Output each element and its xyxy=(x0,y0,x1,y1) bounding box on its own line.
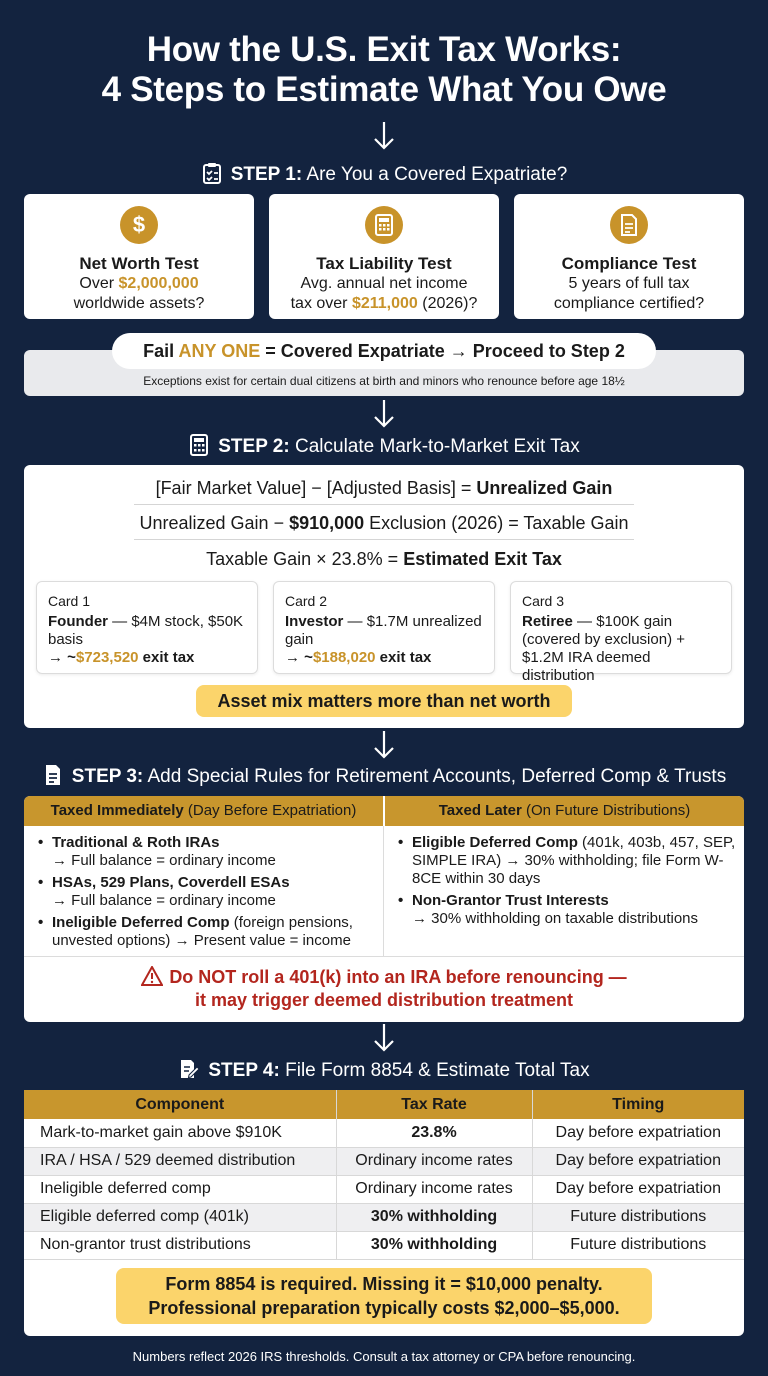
formula-text: Unrealized Gain − xyxy=(139,513,290,533)
dollar-icon: $ xyxy=(120,206,158,244)
step2-card xyxy=(24,465,744,728)
card-result-amount: $188,020 xyxy=(312,649,376,666)
cell-component: Eligible deferred comp (401k) xyxy=(24,1203,336,1231)
step1-title: Are You a Covered Expatriate? xyxy=(306,164,568,185)
taxed-immediately-header xyxy=(24,796,383,826)
formula-text: [Fair Market Value] − [Adjusted Basis] = xyxy=(155,478,477,498)
list-item xyxy=(34,914,379,950)
arrow-down-icon xyxy=(372,120,396,152)
title-line-1: How the U.S. Exit Tax Works: xyxy=(146,30,622,69)
tax-liability-test-card xyxy=(269,194,499,319)
arrow-down-icon xyxy=(372,1022,396,1054)
card-label: Card 1 xyxy=(48,593,91,609)
item-sub: → 30% withholding on taxable distributions xyxy=(412,910,699,927)
table-row xyxy=(24,1147,744,1175)
cell-timing: Future distributions xyxy=(532,1203,744,1231)
example-card-retiree xyxy=(510,581,732,684)
asset-mix-callout: Asset mix matters more than net worth xyxy=(196,685,572,717)
cell-component: IRA / HSA / 529 deemed distribution xyxy=(24,1147,336,1175)
tax-summary-table xyxy=(24,1090,744,1260)
item-sub: → Full balance = ordinary income xyxy=(52,852,276,869)
list-item xyxy=(34,874,379,910)
card-who: Founder xyxy=(48,613,108,630)
page-title xyxy=(0,30,768,110)
taxed-later-header xyxy=(385,796,744,826)
step3-title: Add Special Rules for Retirement Accounts, Deferred Comp & Trusts xyxy=(147,766,727,787)
taxed-later-list xyxy=(394,834,736,932)
form-8854-callout xyxy=(116,1268,652,1324)
fail-text: Fail xyxy=(143,341,179,361)
formula-taxable-gain xyxy=(24,512,744,534)
header-text: (Day Before Expatriation) xyxy=(183,802,357,819)
calculator-icon xyxy=(365,206,403,244)
taxed-immediately-list xyxy=(34,834,379,954)
test-desc: worldwide assets? xyxy=(73,295,205,312)
card-result-amount: $723,520 xyxy=(75,649,139,666)
calculator-icon xyxy=(188,434,210,456)
item-bold: Traditional & Roth IRAs xyxy=(52,834,220,851)
item-sub: → Full balance = ordinary income xyxy=(52,892,276,909)
cell-timing: Future distributions xyxy=(532,1231,744,1259)
step3-label: STEP 3: xyxy=(71,766,144,787)
cell-component: Non-grantor trust distributions xyxy=(24,1231,336,1259)
item-bold: Ineligible Deferred Comp xyxy=(52,914,230,931)
divider xyxy=(134,539,634,540)
col-header-tax-rate: Tax Rate xyxy=(336,1090,532,1119)
table-row xyxy=(24,1203,744,1231)
test-name: Net Worth Test xyxy=(79,254,199,273)
cell-rate: 30% withholding xyxy=(336,1203,532,1231)
card-result: exit tax xyxy=(375,649,432,666)
callout-line-1: Form 8854 is required. Missing it = $10,000 penalty. xyxy=(165,1274,603,1294)
cell-component: Ineligible deferred comp xyxy=(24,1175,336,1203)
table-row xyxy=(24,1119,744,1147)
example-card-investor xyxy=(273,581,495,674)
test-highlight: $211,000 xyxy=(351,295,418,312)
col-header-timing: Timing xyxy=(532,1090,744,1119)
step2-title: Calculate Mark-to-Market Exit Tax xyxy=(295,436,580,457)
document-icon xyxy=(42,764,64,786)
card-desc: — $100K gain (covered by exclusion) + $1.2M IRA deemed distribution xyxy=(522,613,685,684)
arrow-down-icon xyxy=(372,398,396,430)
test-name: Compliance Test xyxy=(561,254,697,273)
fail-any-one-banner xyxy=(112,333,656,369)
item-text: (foreign pensions, unvested options) → Present value = income xyxy=(52,914,353,949)
net-worth-test-card xyxy=(24,194,254,319)
card-label: Card 2 xyxy=(285,593,328,609)
cell-timing: Day before expatriation xyxy=(532,1175,744,1203)
step4-title: File Form 8854 & Estimate Total Tax xyxy=(285,1060,590,1081)
footer-disclaimer: Numbers reflect 2026 IRS thresholds. Consult a tax attorney or CPA before renouncing. xyxy=(132,1349,636,1364)
item-bold: Eligible Deferred Comp xyxy=(412,834,578,851)
divider xyxy=(24,956,744,957)
header-bold: Taxed Later xyxy=(438,802,522,819)
formula-bold: Unrealized Gain xyxy=(476,478,613,498)
header-text: (On Future Distributions) xyxy=(521,802,691,819)
card-result: → ~ xyxy=(285,649,313,666)
test-desc: compliance certified? xyxy=(553,295,705,312)
warning-line-2: it may trigger deemed distribution treatment xyxy=(194,990,574,1010)
callout-line-2: Professional preparation typically costs $2,000–$5,000. xyxy=(148,1298,620,1318)
rollover-warning xyxy=(0,966,768,1012)
cell-rate: 23.8% xyxy=(336,1119,532,1147)
cell-rate: Ordinary income rates xyxy=(336,1175,532,1203)
formula-exit-tax xyxy=(24,548,744,570)
clipboard-checklist-icon xyxy=(201,162,223,184)
cell-timing: Day before expatriation xyxy=(532,1147,744,1175)
fail-highlight: ANY ONE xyxy=(178,341,261,361)
list-item xyxy=(34,834,379,870)
fail-text: = Covered Expatriate → Proceed to Step 2 xyxy=(260,341,625,361)
card-result: exit tax xyxy=(138,649,195,666)
step2-heading xyxy=(0,434,768,459)
card-desc: — $4M stock, $50K basis xyxy=(48,613,244,648)
formula-unrealized-gain xyxy=(24,477,744,499)
item-bold: Non-Grantor Trust Interests xyxy=(412,892,609,909)
formula-bold: Estimated Exit Tax xyxy=(403,549,562,569)
test-desc: Over xyxy=(79,275,119,292)
step1-label: STEP 1: xyxy=(230,164,303,185)
list-item xyxy=(394,834,736,888)
item-text: (401k, 403b, 457, SEP, SIMPLE IRA) → 30% withholding; file Form W-8CE within 30 days xyxy=(412,834,736,887)
document-icon xyxy=(610,206,648,244)
card-result: → ~ xyxy=(48,649,76,666)
step1-heading xyxy=(0,162,768,187)
card-label: Card 3 xyxy=(522,593,565,609)
formula-bold: $910,000 xyxy=(289,513,365,533)
test-desc: (2026)? xyxy=(417,295,478,312)
arrow-down-icon xyxy=(372,729,396,761)
cell-timing: Day before expatriation xyxy=(532,1119,744,1147)
table-row xyxy=(24,1175,744,1203)
list-item xyxy=(394,892,736,928)
step4-label: STEP 4: xyxy=(208,1060,280,1081)
warning-icon xyxy=(141,966,163,986)
table-header-row xyxy=(24,1090,744,1119)
divider xyxy=(134,504,634,505)
col-header-component: Component xyxy=(24,1090,336,1119)
card-desc: — $1.7M unrealized gain xyxy=(285,613,482,648)
cell-rate: 30% withholding xyxy=(336,1231,532,1259)
test-highlight: $2,000,000 xyxy=(118,275,199,292)
step2-label: STEP 2: xyxy=(218,436,290,457)
title-line-2: 4 Steps to Estimate What You Owe xyxy=(101,70,667,109)
cell-component: Mark-to-market gain above $910K xyxy=(24,1119,336,1147)
test-desc: 5 years of full tax xyxy=(568,275,690,292)
example-card-founder xyxy=(36,581,258,674)
compliance-test-card xyxy=(514,194,744,319)
header-bold: Taxed Immediately xyxy=(50,802,184,819)
formula-text: Exclusion (2026) = Taxable Gain xyxy=(364,513,629,533)
card-who: Retiree xyxy=(522,613,573,630)
test-name: Tax Liability Test xyxy=(316,254,452,273)
item-bold: HSAs, 529 Plans, Coverdell ESAs xyxy=(52,874,290,891)
warning-line-1: Do NOT roll a 401(k) into an IRA before renouncing — xyxy=(169,967,627,987)
test-desc: Avg. annual net income xyxy=(300,275,468,292)
step3-heading xyxy=(0,764,768,789)
card-who: Investor xyxy=(285,613,344,630)
step4-heading xyxy=(0,1058,768,1083)
table-row xyxy=(24,1231,744,1259)
column-divider xyxy=(383,826,384,956)
formula-text: Taxable Gain × 23.8% = xyxy=(206,549,404,569)
form-edit-icon xyxy=(178,1058,200,1080)
exceptions-note: Exceptions exist for certain dual citizens at birth and minors who renounce before age 18½ xyxy=(143,374,625,388)
cell-rate: Ordinary income rates xyxy=(336,1147,532,1175)
test-desc: tax over xyxy=(290,295,352,312)
